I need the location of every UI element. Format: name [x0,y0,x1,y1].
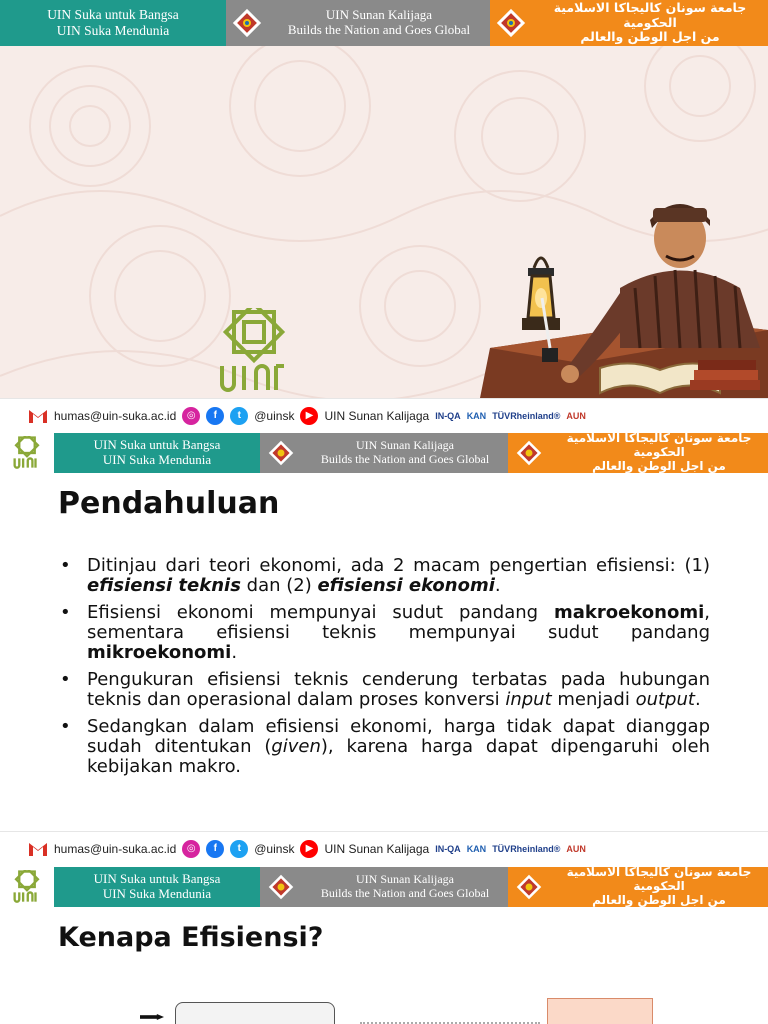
social-handle[interactable]: @uinsk [254,841,295,856]
youtube-icon[interactable]: ▶ [300,407,318,425]
text-run: ), karena harga dapat dipengaruhi oleh kebijakan makro. [87,736,710,777]
accreditation-logo: KAN [466,410,487,421]
header-motto-id [54,433,260,473]
social-handle[interactable]: @uinsk [254,408,295,423]
header-slogan-en: Builds the Nation and Goes Global [320,452,490,466]
header-university-name: UIN Sunan Kalijaga [356,872,454,887]
header-motto-line2: UIN Suka Mendunia [102,886,212,901]
ornament-icon [508,867,550,907]
arrow-icon [132,1014,172,1020]
header-arabic-line2: من اجل الوطن والعالم [592,892,726,907]
text-emphasis: efisiensi ekonomi [317,575,495,596]
header-motto-id [0,0,226,46]
bullet-item [58,670,710,710]
header-motto-ar [550,867,768,907]
text-run: Efisiensi ekonomi mempunyai sudut pandang [87,602,554,623]
header-slogan-en: Builds the Nation and Goes Global [287,22,471,37]
text-strong: mikroekonomi [87,642,232,663]
header-arabic-line2: من اجل الوطن والعالم [580,29,720,45]
header-motto-line1: UIN Suka untuk Bangsa [47,7,179,23]
header-motto-en [302,867,508,907]
header-motto-line2: UIN Suka Mendunia [102,452,212,467]
header-motto-line2: UIN Suka Mendunia [56,23,170,38]
text-run: . [494,575,501,596]
uin-logo-icon [0,867,54,907]
text-run: Ditinjau dari teori ekonomi, ada 2 macam pengertian efisiensi: (1) [87,555,710,576]
uin-logo-icon [218,308,290,396]
ornament-icon [260,867,302,907]
header-arabic-line2: من اجل الوطن والعالم [592,458,726,473]
header-motto-line1: UIN Suka untuk Bangsa [93,871,221,887]
bullet-list [58,556,710,784]
header-university-name: UIN Sunan Kalijaga [356,438,454,453]
youtube-channel[interactable]: UIN Sunan Kalijaga [324,408,430,423]
header-band [0,433,768,473]
twitter-icon[interactable]: t [230,840,248,858]
header-arabic-line1: جامعة سونان كاليجاكا الاسلامية الحكومية [553,0,747,30]
cover-slide [0,46,768,398]
gmail-icon [28,408,48,424]
accreditation-logo: IN-QA [435,410,461,421]
text-run: , sementara efisiensi teknis mempunyai sudut pandang [87,602,710,643]
bullet-item [58,717,710,777]
bullet-item [58,556,710,596]
accreditation-logo: TÜVRheinland® [492,843,561,854]
header-motto-line1: UIN Suka untuk Bangsa [93,437,221,453]
ornament-icon [260,433,302,473]
diagram-box [547,998,653,1024]
header-motto-ar [532,0,768,46]
uin-logo-icon [0,433,54,473]
text-italic: input [505,689,552,710]
ornament-icon [490,0,532,46]
twitter-icon[interactable]: t [230,407,248,425]
accreditation-logo: KAN [466,843,487,854]
text-run: menjadi [551,689,636,710]
slide-title: Kenapa Efisiensi? [58,922,324,953]
header-motto-ar [550,433,768,473]
header-university-name: UIN Sunan Kalijaga [325,7,433,23]
header-motto-en [302,433,508,473]
youtube-icon[interactable]: ▶ [300,840,318,858]
header-slogan-en: Builds the Nation and Goes Global [320,886,490,900]
accreditation-logo: AUN [566,843,586,854]
header-arabic-line1: جامعة سونان كاليجاكا الاسلامية الحكومية [566,431,752,460]
youtube-channel[interactable]: UIN Sunan Kalijaga [324,841,430,856]
instagram-icon[interactable]: ◎ [182,840,200,858]
text-run: Pengukuran efisiensi teknis cenderung terbatas pada hubungan teknis dan operasional dalam proses konversi [87,669,710,710]
gmail-icon [28,841,48,857]
header-arabic-line1: جامعة سونان كاليجاكا الاسلامية الحكومية [566,865,752,894]
facebook-icon[interactable]: f [206,840,224,858]
instagram-icon[interactable]: ◎ [182,407,200,425]
bullet-item [58,603,710,663]
diagram-box [175,1002,335,1024]
text-run: . [694,689,701,710]
contact-email[interactable]: humas@uin-suka.ac.id [54,408,177,423]
text-run: dan (2) [240,575,318,596]
ornament-icon [508,433,550,473]
facebook-icon[interactable]: f [206,407,224,425]
accreditation-logo: IN-QA [435,843,461,854]
text-italic: given [271,736,321,757]
text-italic: output [635,689,695,710]
accreditation-logo: TÜVRheinland® [492,410,561,421]
contact-email[interactable]: humas@uin-suka.ac.id [54,841,177,856]
header-band [0,0,768,46]
header-band [0,867,768,907]
text-run: Sedangkan dalam efisiensi ekonomi, harga tidak dapat dianggap sudah ditentukan ( [87,716,710,757]
text-emphasis: efisiensi teknis [87,575,241,596]
text-strong: makroekonomi [553,602,705,623]
slide-title: Pendahuluan [58,486,280,521]
text-run: . [231,642,238,663]
accreditation-logo: AUN [566,410,586,421]
contact-strip [0,831,768,865]
contact-strip [0,398,768,432]
header-motto-id [54,867,260,907]
header-motto-en [268,0,490,46]
ornament-icon [226,0,268,46]
writer-illustration [470,198,768,398]
